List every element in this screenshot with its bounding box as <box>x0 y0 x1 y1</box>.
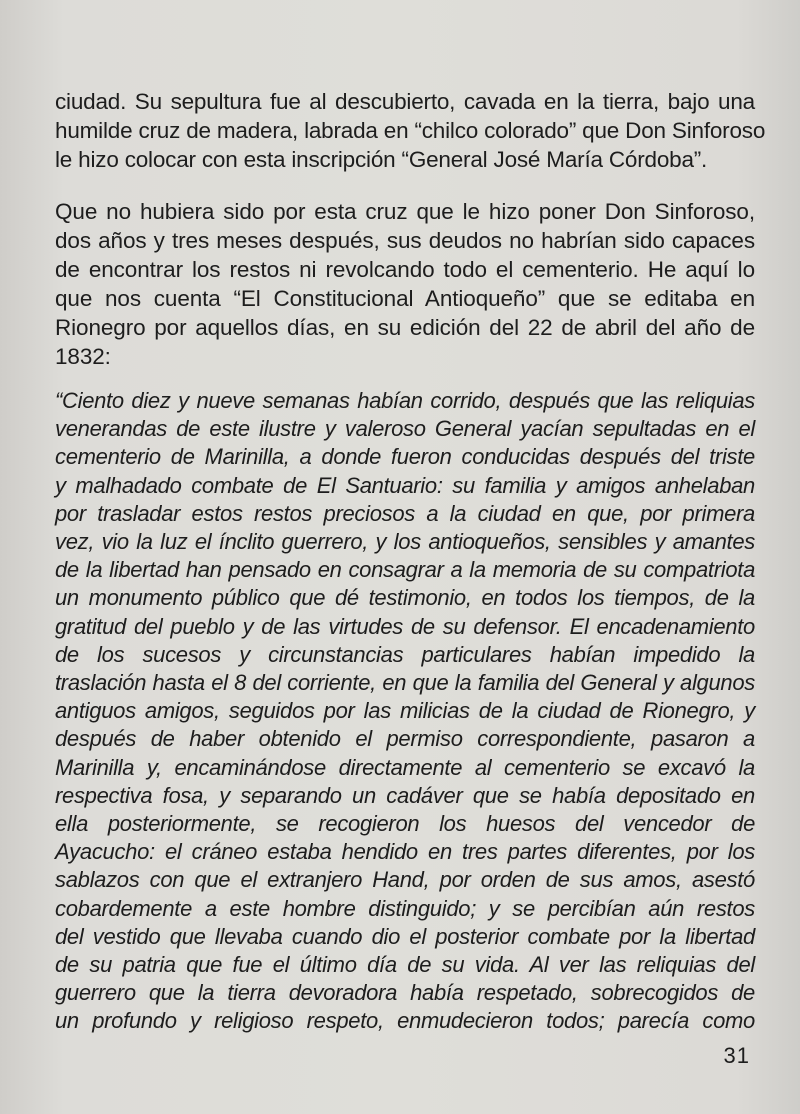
text-line: por trasladar estos restos preciosos a la ciudad en que, por primera <box>55 500 755 526</box>
text-line: 1832: <box>55 344 111 369</box>
text-line: venerandas de este ilustre y valeroso General yacían sepultadas en el <box>55 416 755 442</box>
text-line: “Ciento diez y nueve semanas habían corrido, después que las reliquias <box>55 388 755 413</box>
text-line: después de haber obtenido el permiso correspondiente, pasaron a <box>55 726 755 752</box>
text-line: humilde cruz de madera, labrada en “chilco colorado” que Don Sinforoso <box>55 118 766 143</box>
paragraph-1 <box>55 87 766 174</box>
quoted-paragraph <box>55 387 755 1036</box>
text-line: de la libertad han pensado en consagrar a la memoria de su compatriota <box>55 557 755 583</box>
text-line: y malhadado combate de El Santuario: su familia y amigos anhelaban <box>55 472 755 498</box>
text-line: Que no hubiera sido por esta cruz que le hizo poner Don Sinforoso, <box>55 199 755 224</box>
text-line: un monumento público que dé testimonio, en todos los tiempos, de la <box>55 585 755 611</box>
text-line: que nos cuenta “El Constitucional Antioqueño” que se editaba en <box>55 286 755 311</box>
text-line: ciudad. Su sepultura fue al descubierto, cavada en la tierra, bajo una <box>55 89 755 114</box>
text-line: de encontrar los restos ni revolcando todo el cementerio. He aquí lo <box>55 257 755 282</box>
text-line: gratitud del pueblo y de las virtudes de su defensor. El encadenamiento <box>55 613 755 639</box>
text-line: del vestido que llevaba cuando dio el posterior combate por la libertad <box>55 923 755 949</box>
text-line: cementerio de Marinilla, a donde fueron conducidas después del triste <box>55 444 755 470</box>
paragraph-2 <box>55 197 755 371</box>
text-line: de su patria que fue el último día de su vida. Al ver las reliquias del <box>55 952 755 978</box>
text-line: ella posteriormente, se recogieron los huesos del vencedor de <box>55 811 755 837</box>
text-line: sablazos con que el extranjero Hand, por orden de sus amos, asestó <box>55 867 755 893</box>
text-line: Ayacucho: el cráneo estaba hendido en tres partes diferentes, por los <box>55 839 755 865</box>
text-line: respectiva fosa, y separando un cadáver que se había depositado en <box>55 782 755 808</box>
text-line: Rionegro por aquellos días, en su edición del 22 de abril del año de <box>55 315 755 340</box>
text-line: le hizo colocar con esta inscripción “General José María Córdoba”. <box>55 147 708 172</box>
text-line: de los sucesos y circunstancias particulares habían impedido la <box>55 641 755 667</box>
text-line: un profundo y religioso respeto, enmudecieron todos; parecía como <box>55 1008 755 1034</box>
text-line: vez, vio la luz el ínclito guerrero, y los antioqueños, sensibles y amantes <box>55 529 755 555</box>
text-line: cobardemente a este hombre distinguido; y se percibían aún restos <box>55 895 755 921</box>
text-line: traslación hasta el 8 del corriente, en que la familia del General y algunos <box>55 670 755 696</box>
text-line: antiguos amigos, seguidos por las milicias de la ciudad de Rionegro, y <box>55 698 755 724</box>
text-line: dos años y tres meses después, sus deudos no habrían sido capaces <box>55 228 755 253</box>
page-number: 31 <box>723 1043 750 1068</box>
text-line: guerrero que la tierra devoradora había respetado, sobrecogidos de <box>55 980 755 1006</box>
text-line: Marinilla y, encaminándose directamente al cementerio se excavó la <box>55 754 755 780</box>
